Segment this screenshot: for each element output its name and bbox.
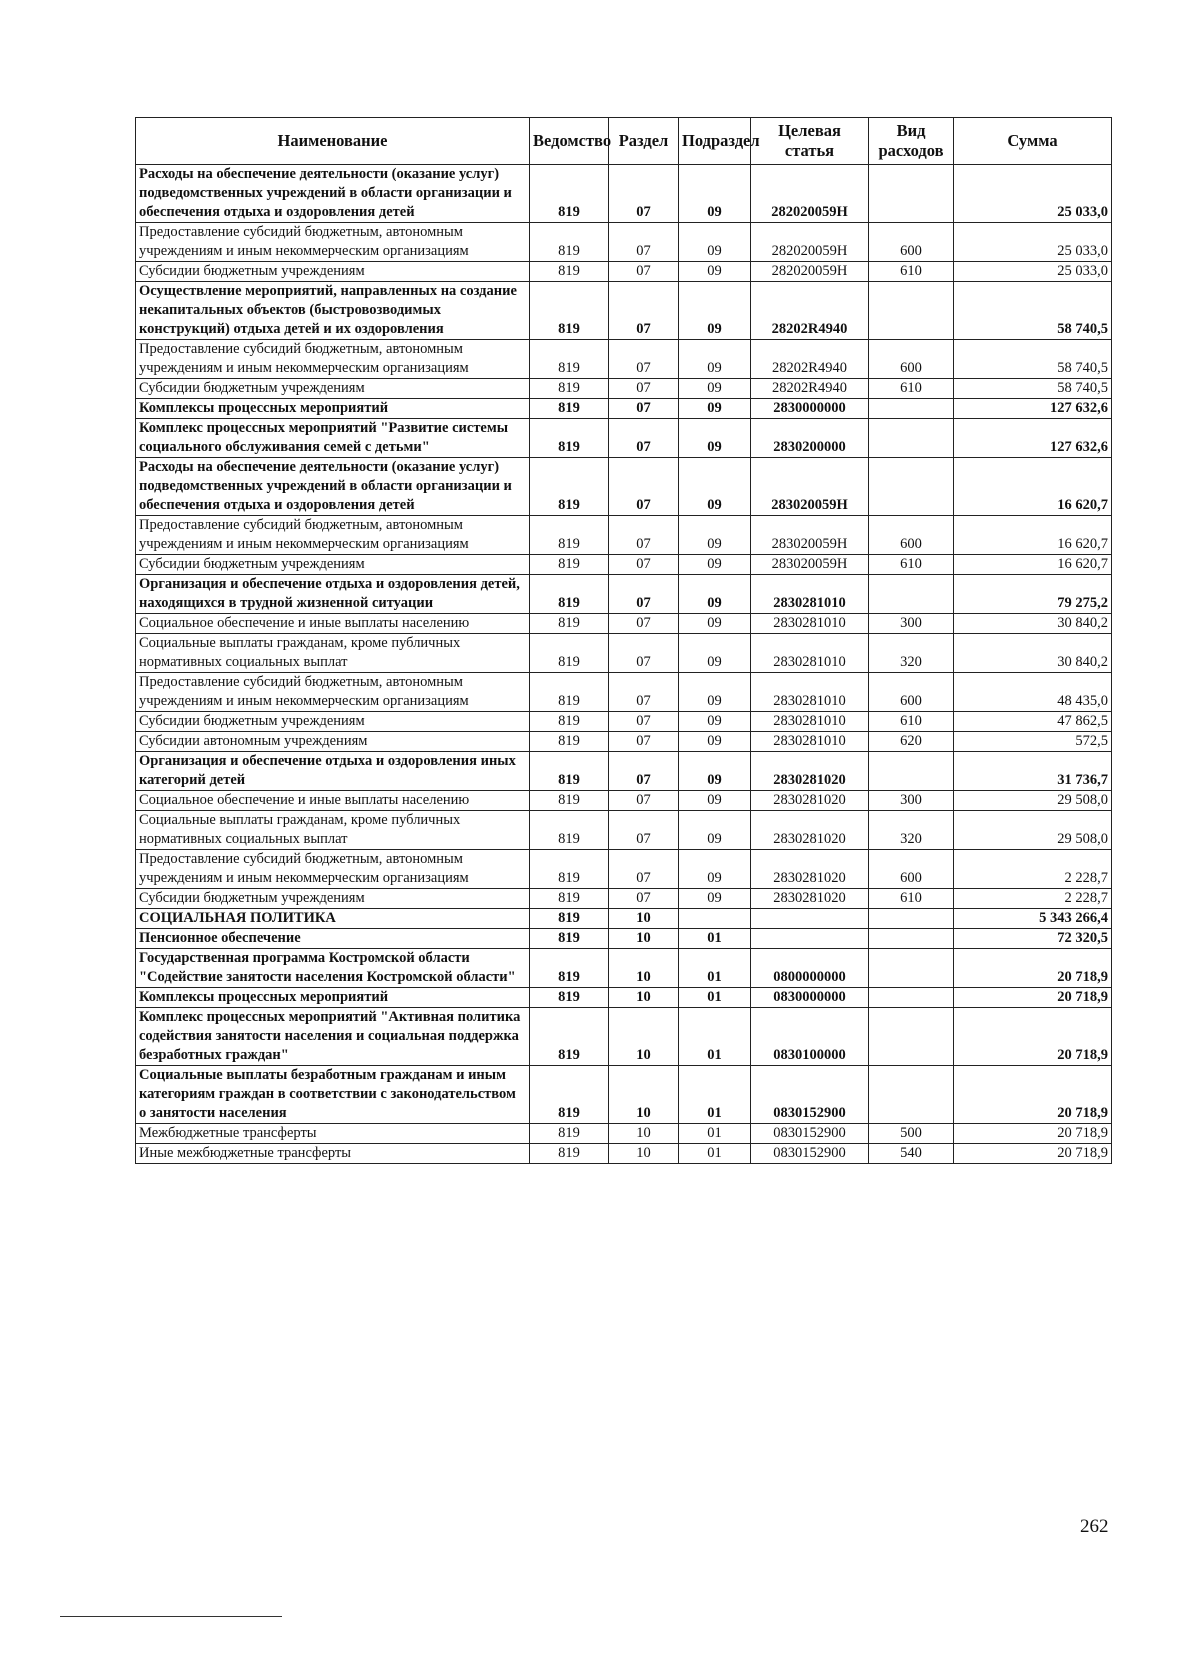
cell-kind: 610: [869, 262, 954, 282]
cell-sum: 572,5: [954, 732, 1112, 752]
cell-kind: [869, 282, 954, 340]
cell-section: 10: [609, 909, 679, 929]
cell-sum: 127 632,6: [954, 399, 1112, 419]
cell-name: Предоставление субсидий бюджетным, автономным учреждениям и иным некоммерческим организациям: [136, 673, 530, 712]
cell-kind: 600: [869, 223, 954, 262]
cell-target: 282020059Н: [751, 262, 869, 282]
cell-section: 07: [609, 282, 679, 340]
cell-subsection: 09: [679, 516, 751, 555]
page-number: 262: [1080, 1516, 1109, 1537]
cell-kind: [869, 988, 954, 1008]
table-row: [136, 379, 1112, 399]
cell-dept: 819: [530, 850, 609, 889]
cell-dept: 819: [530, 282, 609, 340]
cell-kind: [869, 575, 954, 614]
cell-sum: 20 718,9: [954, 1008, 1112, 1066]
cell-target: 283020059Н: [751, 516, 869, 555]
cell-section: 07: [609, 791, 679, 811]
cell-target: 2830281020: [751, 752, 869, 791]
cell-sum: 29 508,0: [954, 791, 1112, 811]
cell-dept: 819: [530, 929, 609, 949]
cell-sum: 79 275,2: [954, 575, 1112, 614]
cell-section: 10: [609, 988, 679, 1008]
cell-section: 07: [609, 673, 679, 712]
cell-target: 283020059Н: [751, 555, 869, 575]
cell-target: 2830281010: [751, 575, 869, 614]
cell-subsection: 09: [679, 732, 751, 752]
cell-kind: 320: [869, 811, 954, 850]
cell-target: 282020059Н: [751, 223, 869, 262]
table-row: [136, 1144, 1112, 1164]
cell-target: 0800000000: [751, 949, 869, 988]
cell-kind: 600: [869, 340, 954, 379]
table-row: [136, 575, 1112, 614]
cell-subsection: 09: [679, 262, 751, 282]
cell-sum: 20 718,9: [954, 949, 1112, 988]
cell-dept: 819: [530, 889, 609, 909]
table-row: [136, 1008, 1112, 1066]
table-row: [136, 1066, 1112, 1124]
cell-target: 0830000000: [751, 988, 869, 1008]
cell-sum: 127 632,6: [954, 419, 1112, 458]
cell-dept: 819: [530, 399, 609, 419]
cell-section: 07: [609, 614, 679, 634]
cell-name: Комплексы процессных мероприятий: [136, 988, 530, 1008]
cell-target: 2830281020: [751, 889, 869, 909]
cell-kind: [869, 165, 954, 223]
cell-name: Предоставление субсидий бюджетным, автономным учреждениям и иным некоммерческим организациям: [136, 223, 530, 262]
table-row: [136, 419, 1112, 458]
cell-sum: 16 620,7: [954, 516, 1112, 555]
cell-name: Субсидии бюджетным учреждениям: [136, 555, 530, 575]
cell-subsection: 09: [679, 223, 751, 262]
cell-subsection: 01: [679, 988, 751, 1008]
cell-section: 07: [609, 379, 679, 399]
cell-subsection: 09: [679, 752, 751, 791]
cell-name: Расходы на обеспечение деятельности (оказание услуг) подведомственных учреждений в области организации и обеспечения отдыха и оздоровления детей: [136, 165, 530, 223]
cell-target: 28202R4940: [751, 282, 869, 340]
cell-name: Иные межбюджетные трансферты: [136, 1144, 530, 1164]
cell-sum: 25 033,0: [954, 223, 1112, 262]
cell-subsection: 09: [679, 614, 751, 634]
cell-name: Социальное обеспечение и иные выплаты населению: [136, 614, 530, 634]
cell-dept: 819: [530, 634, 609, 673]
cell-subsection: 09: [679, 555, 751, 575]
cell-target: 0830152900: [751, 1144, 869, 1164]
header-subsection: Подраздел: [679, 118, 751, 165]
cell-kind: 620: [869, 732, 954, 752]
cell-subsection: 09: [679, 791, 751, 811]
cell-subsection: 09: [679, 850, 751, 889]
cell-dept: 819: [530, 949, 609, 988]
cell-target: [751, 909, 869, 929]
cell-target: 0830152900: [751, 1124, 869, 1144]
table-row: [136, 399, 1112, 419]
cell-section: 07: [609, 850, 679, 889]
table-row: [136, 732, 1112, 752]
cell-section: 10: [609, 1008, 679, 1066]
cell-name: Комплекс процессных мероприятий "Развитие системы социального обслуживания семей с детьми": [136, 419, 530, 458]
cell-sum: 20 718,9: [954, 988, 1112, 1008]
header-target: Целевая статья: [751, 118, 869, 165]
cell-subsection: 01: [679, 1124, 751, 1144]
cell-section: 07: [609, 634, 679, 673]
cell-section: 07: [609, 399, 679, 419]
table-row: [136, 1124, 1112, 1144]
cell-subsection: 09: [679, 340, 751, 379]
cell-sum: 20 718,9: [954, 1124, 1112, 1144]
cell-kind: [869, 752, 954, 791]
cell-dept: 819: [530, 379, 609, 399]
cell-sum: 31 736,7: [954, 752, 1112, 791]
header-kind: Вид расходов: [869, 118, 954, 165]
cell-kind: [869, 929, 954, 949]
cell-name: Организация и обеспечение отдыха и оздоровления детей, находящихся в трудной жизненной ситуации: [136, 575, 530, 614]
cell-dept: 819: [530, 458, 609, 516]
cell-target: 28202R4940: [751, 340, 869, 379]
cell-subsection: 09: [679, 165, 751, 223]
cell-name: Комплекс процессных мероприятий "Активная политика содействия занятости населения и социальная поддержка безработных граждан": [136, 1008, 530, 1066]
header-name: Наименование: [136, 118, 530, 165]
cell-subsection: 09: [679, 575, 751, 614]
cell-kind: 600: [869, 850, 954, 889]
cell-kind: 300: [869, 791, 954, 811]
cell-section: 07: [609, 419, 679, 458]
cell-dept: 819: [530, 516, 609, 555]
cell-section: 07: [609, 732, 679, 752]
cell-subsection: 09: [679, 712, 751, 732]
cell-target: [751, 929, 869, 949]
cell-subsection: 09: [679, 282, 751, 340]
cell-section: 10: [609, 1144, 679, 1164]
cell-subsection: 09: [679, 458, 751, 516]
cell-kind: 610: [869, 712, 954, 732]
cell-target: 0830100000: [751, 1008, 869, 1066]
cell-target: 283020059Н: [751, 458, 869, 516]
cell-subsection: 09: [679, 889, 751, 909]
cell-name: Субсидии автономным учреждениям: [136, 732, 530, 752]
table-row: [136, 988, 1112, 1008]
cell-dept: 819: [530, 614, 609, 634]
cell-kind: 300: [869, 614, 954, 634]
cell-sum: 29 508,0: [954, 811, 1112, 850]
cell-subsection: 09: [679, 399, 751, 419]
cell-kind: 320: [869, 634, 954, 673]
cell-kind: 600: [869, 673, 954, 712]
cell-section: 07: [609, 712, 679, 732]
table-row: [136, 223, 1112, 262]
cell-section: 07: [609, 555, 679, 575]
cell-sum: 16 620,7: [954, 458, 1112, 516]
cell-dept: 819: [530, 673, 609, 712]
table-body: [136, 165, 1112, 1164]
cell-dept: 819: [530, 712, 609, 732]
table-row: [136, 516, 1112, 555]
cell-sum: 25 033,0: [954, 262, 1112, 282]
cell-section: 07: [609, 889, 679, 909]
cell-kind: [869, 458, 954, 516]
cell-subsection: 09: [679, 634, 751, 673]
cell-target: 282020059Н: [751, 165, 869, 223]
cell-name: Предоставление субсидий бюджетным, автономным учреждениям и иным некоммерческим организациям: [136, 850, 530, 889]
cell-target: 2830281020: [751, 850, 869, 889]
cell-subsection: 09: [679, 811, 751, 850]
table-row: [136, 340, 1112, 379]
cell-target: 2830281020: [751, 811, 869, 850]
header-dept: Ведомство: [530, 118, 609, 165]
cell-name: СОЦИАЛЬНАЯ ПОЛИТИКА: [136, 909, 530, 929]
cell-dept: 819: [530, 811, 609, 850]
cell-dept: 819: [530, 165, 609, 223]
cell-dept: 819: [530, 791, 609, 811]
cell-target: 0830152900: [751, 1066, 869, 1124]
cell-name: Комплексы процессных мероприятий: [136, 399, 530, 419]
cell-name: Социальные выплаты гражданам, кроме публичных нормативных социальных выплат: [136, 634, 530, 673]
cell-sum: 5 343 266,4: [954, 909, 1112, 929]
cell-dept: 819: [530, 419, 609, 458]
cell-subsection: 09: [679, 419, 751, 458]
cell-name: Государственная программа Костромской области "Содействие занятости населения Костромской области": [136, 949, 530, 988]
cell-sum: 16 620,7: [954, 555, 1112, 575]
cell-target: 28202R4940: [751, 379, 869, 399]
table-row: [136, 555, 1112, 575]
cell-sum: 30 840,2: [954, 614, 1112, 634]
cell-target: 2830281010: [751, 712, 869, 732]
cell-kind: [869, 949, 954, 988]
cell-kind: 610: [869, 889, 954, 909]
cell-section: 10: [609, 949, 679, 988]
cell-subsection: 01: [679, 1008, 751, 1066]
cell-dept: 819: [530, 1124, 609, 1144]
cell-section: 10: [609, 929, 679, 949]
cell-target: 2830281010: [751, 673, 869, 712]
cell-subsection: 01: [679, 949, 751, 988]
cell-sum: 58 740,5: [954, 340, 1112, 379]
cell-name: Межбюджетные трансферты: [136, 1124, 530, 1144]
cell-name: Социальные выплаты гражданам, кроме публичных нормативных социальных выплат: [136, 811, 530, 850]
table-row: [136, 262, 1112, 282]
header-section: Раздел: [609, 118, 679, 165]
cell-kind: 610: [869, 379, 954, 399]
table-row: [136, 614, 1112, 634]
cell-kind: [869, 1008, 954, 1066]
cell-sum: 2 228,7: [954, 850, 1112, 889]
cell-dept: 819: [530, 1008, 609, 1066]
table-row: [136, 889, 1112, 909]
cell-section: 10: [609, 1066, 679, 1124]
table-row: [136, 949, 1112, 988]
cell-dept: 819: [530, 223, 609, 262]
table-row: [136, 673, 1112, 712]
cell-kind: 600: [869, 516, 954, 555]
cell-sum: 2 228,7: [954, 889, 1112, 909]
cell-subsection: [679, 909, 751, 929]
cell-section: 07: [609, 516, 679, 555]
cell-kind: [869, 419, 954, 458]
cell-subsection: 09: [679, 379, 751, 399]
budget-table: [135, 117, 1112, 1164]
table-row: [136, 791, 1112, 811]
cell-dept: 819: [530, 555, 609, 575]
cell-kind: [869, 909, 954, 929]
cell-section: 07: [609, 165, 679, 223]
cell-sum: 58 740,5: [954, 282, 1112, 340]
cell-kind: 540: [869, 1144, 954, 1164]
cell-subsection: 01: [679, 1066, 751, 1124]
cell-section: 07: [609, 575, 679, 614]
cell-section: 07: [609, 458, 679, 516]
cell-sum: 47 862,5: [954, 712, 1112, 732]
cell-subsection: 09: [679, 673, 751, 712]
cell-sum: 25 033,0: [954, 165, 1112, 223]
cell-subsection: 01: [679, 1144, 751, 1164]
cell-sum: 30 840,2: [954, 634, 1112, 673]
cell-name: Социальные выплаты безработным гражданам и иным категориям граждан в соответствии с законодательством о занятости населения: [136, 1066, 530, 1124]
cell-sum: 20 718,9: [954, 1144, 1112, 1164]
cell-dept: 819: [530, 262, 609, 282]
cell-name: Предоставление субсидий бюджетным, автономным учреждениям и иным некоммерческим организациям: [136, 340, 530, 379]
table-row: [136, 634, 1112, 673]
cell-sum: 72 320,5: [954, 929, 1112, 949]
table-row: [136, 752, 1112, 791]
cell-section: 07: [609, 262, 679, 282]
cell-dept: 819: [530, 732, 609, 752]
cell-name: Субсидии бюджетным учреждениям: [136, 262, 530, 282]
cell-target: 2830281010: [751, 614, 869, 634]
cell-dept: 819: [530, 909, 609, 929]
cell-kind: [869, 399, 954, 419]
cell-kind: 500: [869, 1124, 954, 1144]
cell-name: Пенсионное обеспечение: [136, 929, 530, 949]
cell-section: 07: [609, 340, 679, 379]
cell-name: Предоставление субсидий бюджетным, автономным учреждениям и иным некоммерческим организациям: [136, 516, 530, 555]
cell-name: Расходы на обеспечение деятельности (оказание услуг) подведомственных учреждений в области организации и обеспечения отдыха и оздоровления детей: [136, 458, 530, 516]
cell-section: 07: [609, 223, 679, 262]
table-row: [136, 850, 1112, 889]
cell-name: Субсидии бюджетным учреждениям: [136, 889, 530, 909]
cell-target: 2830000000: [751, 399, 869, 419]
cell-section: 07: [609, 752, 679, 791]
table-row: [136, 909, 1112, 929]
cell-target: 2830281020: [751, 791, 869, 811]
cell-dept: 819: [530, 752, 609, 791]
cell-target: 2830281010: [751, 732, 869, 752]
cell-dept: 819: [530, 988, 609, 1008]
cell-sum: 48 435,0: [954, 673, 1112, 712]
cell-name: Субсидии бюджетным учреждениям: [136, 379, 530, 399]
table-row: [136, 165, 1112, 223]
table-row: [136, 282, 1112, 340]
table-row: [136, 929, 1112, 949]
cell-name: Организация и обеспечение отдыха и оздоровления иных категорий детей: [136, 752, 530, 791]
cell-name: Социальное обеспечение и иные выплаты населению: [136, 791, 530, 811]
cell-section: 07: [609, 811, 679, 850]
cell-name: Осуществление мероприятий, направленных на создание некапитальных объектов (быстровозводимых конструкций) отдыха детей и их оздоровления: [136, 282, 530, 340]
cell-name: Субсидии бюджетным учреждениям: [136, 712, 530, 732]
header-row: [136, 118, 1112, 165]
cell-kind: 610: [869, 555, 954, 575]
cell-sum: 58 740,5: [954, 379, 1112, 399]
table-row: [136, 811, 1112, 850]
cell-target: 2830200000: [751, 419, 869, 458]
cell-target: 2830281010: [751, 634, 869, 673]
header-sum: Сумма: [954, 118, 1112, 165]
cell-kind: [869, 1066, 954, 1124]
table-row: [136, 712, 1112, 732]
cell-dept: 819: [530, 575, 609, 614]
footer-rule: [60, 1616, 282, 1617]
cell-section: 10: [609, 1124, 679, 1144]
table-row: [136, 458, 1112, 516]
cell-sum: 20 718,9: [954, 1066, 1112, 1124]
cell-dept: 819: [530, 1144, 609, 1164]
cell-subsection: 01: [679, 929, 751, 949]
cell-dept: 819: [530, 340, 609, 379]
cell-dept: 819: [530, 1066, 609, 1124]
